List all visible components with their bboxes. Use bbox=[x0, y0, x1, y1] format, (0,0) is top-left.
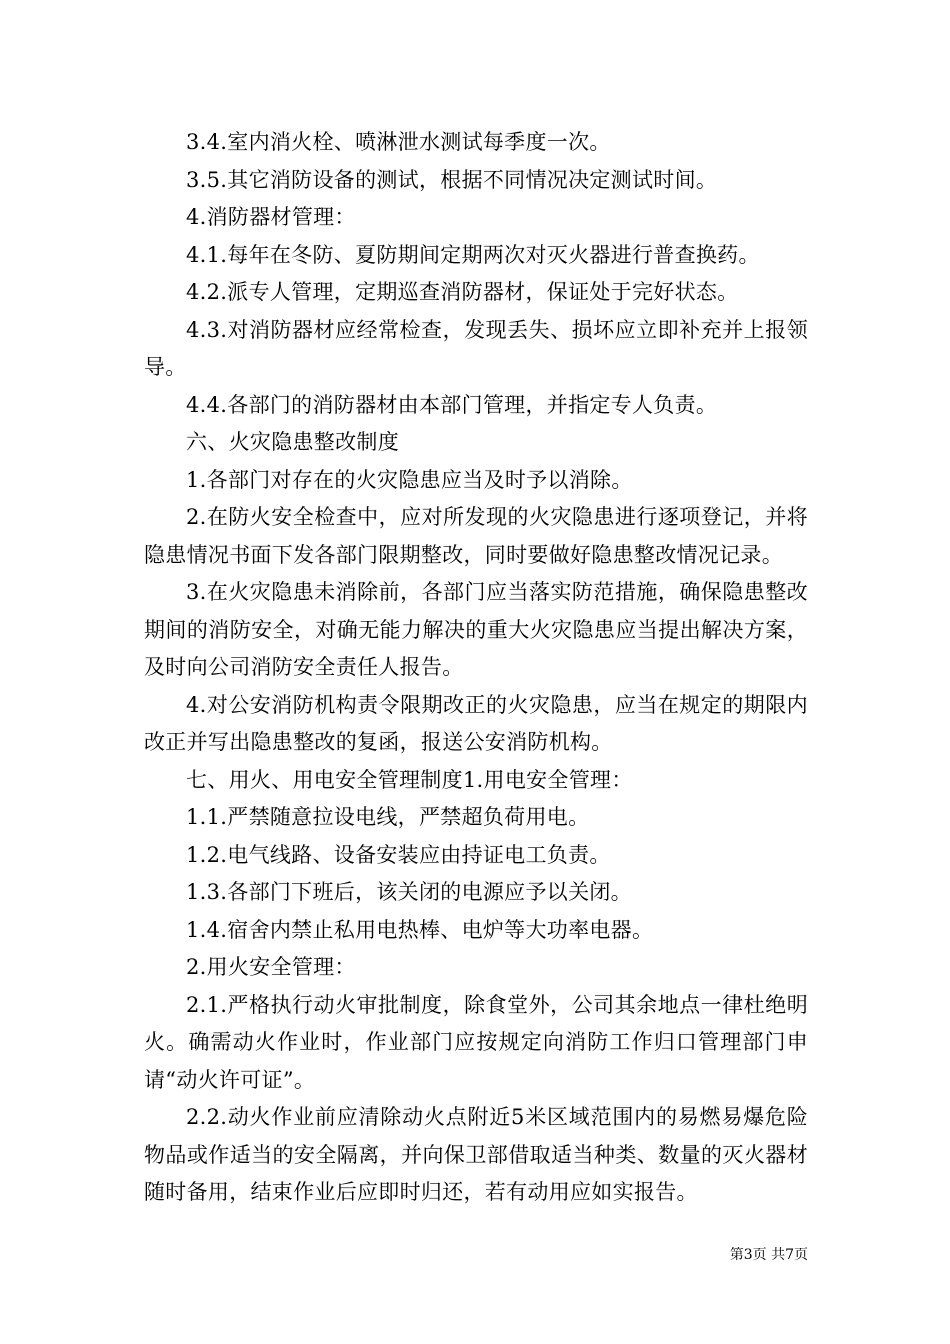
footer-middle: 页 共 bbox=[752, 1247, 786, 1263]
paragraph: 3.5.其它消防设备的测试，根据不同情况决定测试时间。 bbox=[186, 167, 718, 192]
paragraph: 4.2.派专人管理，定期巡查消防器材，保证处于完好状态。 bbox=[186, 280, 739, 304]
paragraph: 1.2.电气线路、设备安装应由持证电工负责。 bbox=[186, 842, 611, 867]
section-heading: 2.用火安全管理： bbox=[186, 955, 356, 979]
page-number-footer bbox=[700, 1246, 808, 1264]
total-pages-number: 7 bbox=[785, 1247, 794, 1263]
paragraph: 4.1.每年在冬防、夏防期间定期两次对灭火器进行普查换药。 bbox=[186, 242, 760, 267]
paragraph: 3.4.室内消火栓、喷淋泄水测试每季度一次。 bbox=[186, 130, 611, 154]
section-heading: 4.消防器材管理： bbox=[186, 205, 356, 229]
paragraph: 4.对公安消防机构责令限期改正的火灾隐患，应当在规定的期限内改正并写出隐患整改的复函，报送公安消防机构。 bbox=[144, 692, 808, 754]
section-heading: 六、火灾隐患整改制度 bbox=[186, 430, 399, 454]
paragraph: 2.在防火安全检查中，应对所发现的火灾隐患进行逐项登记，并将隐患情况书面下发各部门限期整改，同时要做好隐患整改情况记录。 bbox=[144, 505, 808, 567]
paragraph: 2.1.严格执行动火审批制度，除食堂外，公司其余地点一律杜绝明火。确需动火作业时，作业部门应按规定向消防工作归口管理部门申请“动火许可证”。 bbox=[144, 992, 808, 1092]
paragraph: 4.4.各部门的消防器材由本部门管理，并指定专人负责。 bbox=[186, 392, 718, 417]
paragraph: 2.2.动火作业前应清除动火点附近5米区域范围内的易燃易爆危险物品或作适当的安全隔离，并向保卫部借取适当种类、数量的灭火器材随时备用，结束作业后应即时归还，若有动用应如实报告。 bbox=[144, 1105, 808, 1204]
footer-suffix: 页 bbox=[794, 1247, 808, 1263]
document-body bbox=[144, 124, 808, 1212]
paragraph: 4.3.对消防器材应经常检查，发现丢失、损坏应立即补充并上报领导。 bbox=[144, 317, 808, 379]
paragraph: 1.3.各部门下班后，该关闭的电源应予以关闭。 bbox=[186, 880, 632, 904]
current-page-number: 3 bbox=[743, 1247, 753, 1263]
paragraph: 1.各部门对存在的火灾隐患应当及时予以消除。 bbox=[186, 467, 633, 492]
footer-prefix: 第 bbox=[729, 1247, 744, 1263]
paragraph: 1.4.宿舍内禁止私用电热棒、电炉等大功率电器。 bbox=[186, 917, 654, 942]
paragraph: 3.在火灾隐患未消除前，各部门应当落实防范措施，确保隐患整改期间的消防安全，对确无能力解决的重大火灾隐患应当提出解决方案，及时向公司消防安全责任人报告。 bbox=[144, 580, 808, 679]
section-heading: 七、用火、用电安全管理制度1.用电安全管理： bbox=[186, 767, 633, 792]
paragraph: 1.1.严禁随意拉设电线，严禁超负荷用电。 bbox=[186, 805, 590, 829]
